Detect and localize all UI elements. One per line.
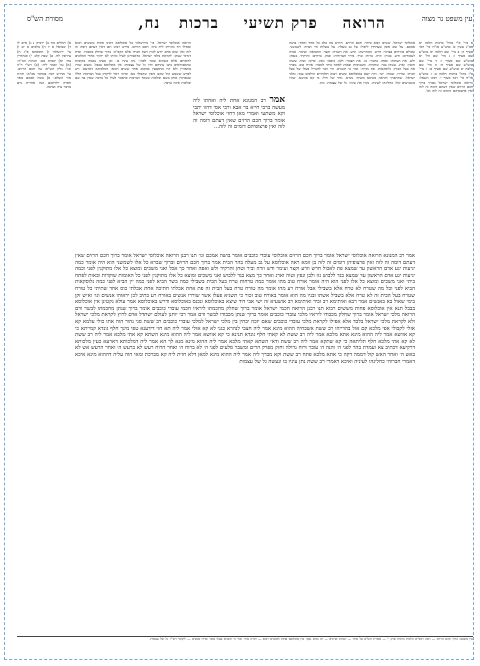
tosafot-text: הרואה אוכלוסי ישראל. פי' בירושלמי כל אוכלוסא דאינו פחות מששים רבוא ואפילו חד מינייהו לית ביה: חכם הרזים. פירש רבינו תם דאין דעתם דומה זה לזה ואין שום אדם יודע לכוין דעת חבירו אלא הקב"ה: ברוך שחלק מכבודו. ואית דגרסי שנתן: לקראת מלכי ישראל. כדאמרינן לעיל ומיהו לא יחזור אחרי המלכים לראותם אלא כשהוא עובר לפניו: נתן עיניו בו. וכן מצינו בכמה מקומות שהאמוראים נתנו עיניהם והיו גל של עצמות: אין אוכלוסא בבבל. משום שהיו מתפזרין ולא היו מתקבצין במקום אחד ששים רבוא: דמלכותא דארעא. ויש לפרש ששמע קול שקט והבין שהמלך בא: ומיהו ראוי לדקדק בכל הברכות הללו שמברכין אותן בשם ומלכות כשאר הברכות כדאמר לעיל כל ברכה שאין בה שם ומלכות אינה ברכה. — [75, 41, 191, 85]
footer-notes: עין משפט: ברוך חכם הרזים — ראה רמב"ם הלכות ברכות פרק י' — מסורת הש"ס על אתר — הגהות וציונים — רב נסים גאון: אין אוכלוסא פחות מששים רבוא — תורה אור: זכור כי תשגיא פעלו אשר שררו אנשים — ליקוטי רש"י: גל של עצמות. — [149, 637, 473, 641]
rashi-text: אוכלוסי ישראל. ששים רבוא ביחד: חכם הרזים. היודע מה בלב כל אחד ואחד: בושה אמכם. על שם סופן שעתידין ליפול: על גב מעלה. על מעלות הר הבית: לשמשני. שכולם טורחים בצרכי: חרש. המחרשה: וזרע. את השדה: וקצר. התבואה: ועימר. אגדה לעומרים: ודש. בגורן: וזרה. ברוח: וביר. בירר הצרורות: וטחן. ברחים: והרקיד. בנפה: ולש. את העיסה: ואפה. בתנור: גזז. את הצמר: ולבן. כיבסו: ונפץ. סרקו: וטוה. עשהו חוטין: וארג. עשהו בגד: שוקדות. משכימות ובאות לפתח ביתי למכור: אורח טוב. מברך את בעל הבית: גלוסקאות. פת נקייה: זכור כי תשגיא. הוי זוכר להגדיל פעלו של בעל הבית: שוררו. שבחו: ישי. היה יוצא באוכלוסא ששים רבוא תלמידים הולכים עמו: מלכי ישראל. שתתברך ותראה כשיבא משיח: גונדא. גדוד של חיל: כי קא אוושא. שהיו משמיעים קול: כחלינהו לעיניה. נקרו את עיניו: גל של עצמות. מת. — [289, 41, 415, 85]
tractate-name: ברכות — [178, 14, 219, 32]
chapter-number: פרק תשיעי — [243, 14, 318, 32]
talmud-page — [17, 13, 473, 663]
gemara-upper-block — [193, 97, 285, 247]
gemara-upper-text — [193, 97, 285, 131]
gemara-main-text: אמר רב המנונא הרואה אוכלוסי ישראל אומר ברוך חכם הרזים אוכלוסי עובדי כוכבים אומר בושה אמכם וגו׳ תנו רבנן הרואה אוכלוסי ישראל אומר ברוך חכם הרזים שאין דעתם דומה זה לזה ואין פרצופיהן דומים זה לזה בן זומא ראה אוכלוסא על גב מעלה בהר הבית אמר ברוך חכם הרזים וברוך שברא כל אלו לשמשני הוא היה אומר כמה יגיעות יגע אדם הראשון עד שמצא פת לאכול חרש וזרע וקצר ועימר ודש וזרה וביר וטחן והרקיד ולש ואפה ואחר כך אכל ואני משכים ומוצא כל אלו מתוקנין לפני וכמה יגיעות יגע אדם הראשון עד שמצא בגד ללבוש גזז ולבן ונפץ וטוה וארג ואחר כך מצא בגד ללבוש ואני משכים ומוצא כל אלו מתוקנין לפני כל האומות שוקדות ובאות לפתח ביתי ואני משכים ומוצא כל אלו לפני הוא היה אומר אורח טוב מהו אומר כמה טרחות טרח בעל הבית בשבילי כמה בשר הביא לפני כמה יין הביא לפני כמה גלוסקאות הביא לפני וכל מה שטרח לא טרח אלא בשבילי אבל אורח רע מהו אומר מה טורח טרח בעל הבית זה פת אחת אכלתי חתיכה אחת אכלתי כוס אחד שתיתי כל טורח שטרח בעל הבית זה לא טרח אלא בשביל אשתו ובניו מה הוא אומר באורח טוב זכור כי תשגיא פעלו אשר שוררו אנשים באורח רע כתיב לכן יראוהו אנשים וגו׳ ואיש זקן בימי שאול בא באנשים אמר רבא ואיתימא רב זביד ואיתימא רב אושעיא זה ישי אבי דוד שיצא באוכלוסא ונכנס באוכלוסא ודרש באוכלוסא אמר עולא נקטינן אין אוכלוסא בבבל תנא אין אוכלוסא פחות מששים רבוא תנו רבנן הרואה חכמי ישראל אומר ברוך שחלק מחכמתו ליראיו חכמי עובדי כוכבים אומר ברוך שנתן מחכמתו לבשר ודם הרואה מלכי ישראל אומר ברוך שחלק מכבודו ליראיו מלכי עובדי כוכבים אומר ברוך שנתן מכבודו לבשר ודם אמר רבי יוחנן לעולם ישתדל אדם לרוץ לקראת מלכי ישראל ולא לקראת מלכי ישראל בלבד אלא אפילו לקראת מלכי עובדי כוכבים שאם יזכה יבחין בין מלכי ישראל למלכי עובדי כוכבים רב ששת סגי נהור הוה אתו כולי עלמא קא אזלי לקבולי אפי מלכא קם אזל בהדייהו רב ששת אשכחיה ההוא מינא אמר ליה חצבי לנהרא כגני לא קא אזלי אמר ליה תא חזי דידענא טפי מינך חלף גונדא קמייתא כי קא אוושא אמר ליה ההוא מינא אתא מלכא אמר ליה רב ששת לא קאתי חלף גונדא תנינא כי קא אוושא אמר ליה ההוא מינא השתא קא אתי מלכא אמר ליה רב ששת לא קא אתי מלכא חלף תליתאה כי קא שתקא אמר ליה רב ששת ודאי השתא קאתי מלכא אמר ליה ההוא מינא מנא לך הא אמר ליה דמלכותא דארעא כעין מלכותא דרקיעא דכתיב צא ועמדת בהר לפני ה׳ והנה ה׳ עובר ורוח גדולה וחזק מפרק הרים ומשבר סלעים לפני ה׳ לא ברוח ה׳ ואחר הרוח רעש לא ברעש ה׳ ואחר הרעש אש לא באש ה׳ ואחר האש קול דממה דקה כי אתא מלכא פתח רב ששת וקא מברך ליה אמר ליה ההוא מינא למאן דלא חזית ליה קא מברכת ומאי הוה עליה דההוא מינא איכא דאמרי חברוהי כחלינהו לעיניה ואיכא דאמרי רב ששת נתן עיניו בו ונעשה גל של עצמות — [75, 253, 415, 365]
mesorat-hashas-column: א) תהלים מח ב) ירמיה נ ג) איוב לו ד) שמואל א יז ה) מלכים א יט ו) עי' ירושלמי ז) תוספתא פ"ז ח) עירובין לח. ט) שבת קלג: י) סנהדרין צח: יא) יבמות מט: הגהות הב"ח: (א) גמ' ואמר ליה: (ב) רש"י ד"ה וכו': גליון הש"ס: גמ' חכם הרזים. עי' מדרש רבה במדבר פכ"א: תורה אור השלם: א) בשה אמכם מאד חפרה יולדתכם הנה אחרית גוים מדבר ציה וערבה. — [17, 41, 71, 90]
gemara-opener-word: אמר — [269, 97, 285, 105]
page-footer — [17, 636, 473, 663]
ein-mishpat-label: עין משפט נר מצוה — [421, 15, 473, 23]
chapter-name: הרואה — [342, 14, 386, 32]
mesorat-hashas-label: מסורת הש"ס — [26, 15, 64, 23]
running-title — [137, 14, 387, 33]
daf-number: נח, — [138, 14, 161, 32]
gemara-upper-body: רב המנונא אחת ליה ואחתו ליה מעשה ברבי חייא בר אבא ורבי אסי דהוו יתבי וקא משתעי ואמרי מאן דחזי אוכלוסי ישראל אומר ברוך חכם הרזים שאין דעתם דומה זה לזה ואין פרצופיהם דומים זה לזה... — [193, 98, 285, 131]
page-frame — [4, 4, 474, 660]
gemara-main-block — [75, 253, 415, 633]
ein-mishpat-column: א מיי' פ"י מהל' ברכות הלכה יא סמ"ג עשין כז טוש"ע או"ח סי' רכד סעיף ה: ב מיי' שם הלכה יא טוש"ע שם סעיף ו: ג מיי' שם הל' יא טוש"ע שם סעיף ז: ד מיי' שם טוש"ע שם סעיף ח: ה מיי' שם הלכה יב טוש"ע שם סעיף ט: ו מיי' פ"ו מהל' ברכות הלכה ב: ז טוש"ע או"ח סי' רכד סעיף י: רבינו חננאל: הרואה אוכלוסי ישראל מברך ברוך חכם הרזים שאין דעתם דומה זה לזה ואין פרצופיהם דומים זה לזה וכו'. — [419, 41, 473, 94]
page-header — [17, 13, 473, 39]
